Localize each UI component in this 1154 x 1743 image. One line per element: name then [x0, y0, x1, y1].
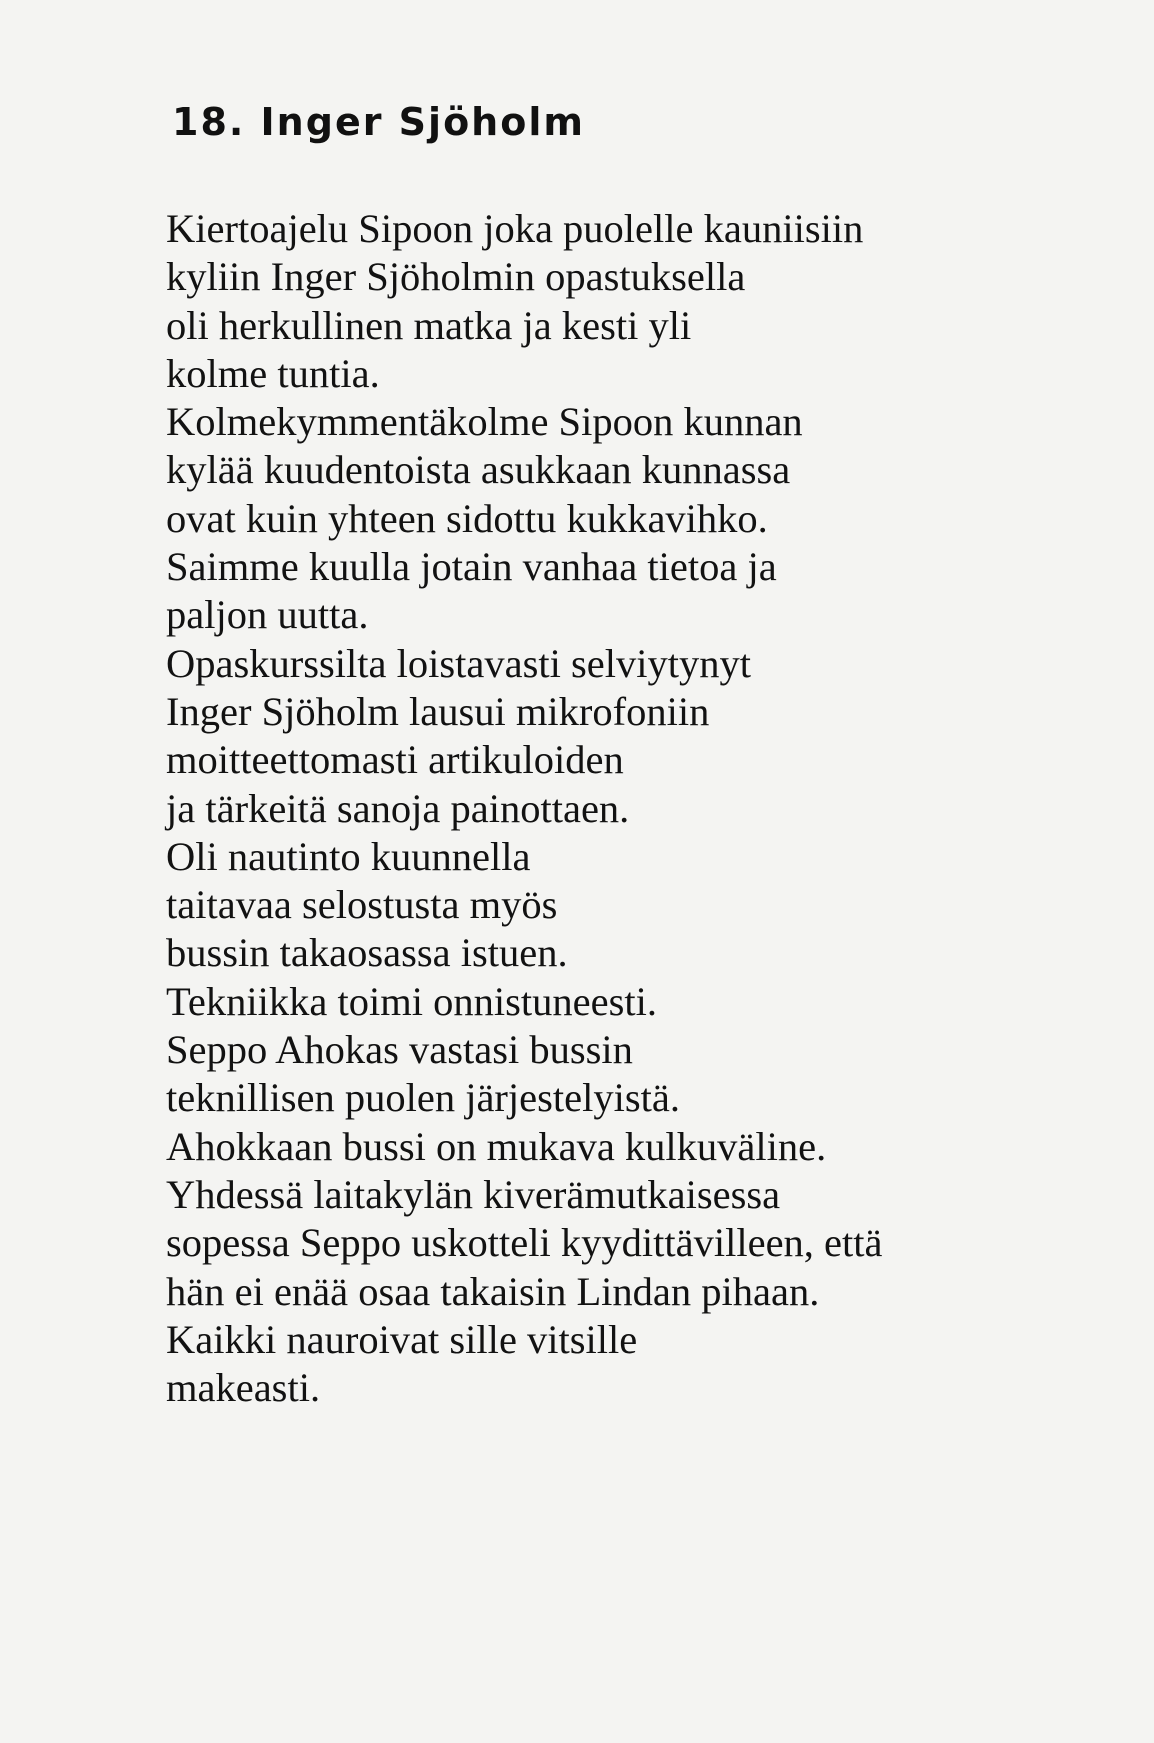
poem-line: oli herkullinen matka ja kesti yli: [166, 302, 692, 348]
poem-line: makeasti.: [166, 1365, 321, 1411]
poem-line: Inger Sjöholm lausui mikrofoniin: [166, 688, 710, 734]
poem-line: Oli nautinto kuunnella: [166, 833, 531, 879]
poem-line: paljon uutta.: [166, 592, 369, 638]
poem-line: taitavaa selostusta myös: [166, 882, 558, 928]
poem-line: ovat kuin yhteen sidottu kukkavihko.: [166, 495, 768, 541]
poem-line: bussin takaosassa istuen.: [166, 930, 568, 976]
poem-line: teknillisen puolen järjestelyistä.: [166, 1075, 681, 1121]
poem-line: Yhdessä laitakylän kiverämutkaisessa: [166, 1171, 781, 1217]
poem-line: kyliin Inger Sjöholmin opastuksella: [166, 254, 746, 300]
poem-line: Tekniikka toimi onnistuneesti.: [166, 978, 657, 1024]
poem-line: Kaikki nauroivat sille vitsille: [166, 1316, 638, 1362]
poem-line: Ahokkaan bussi on mukava kulkuväline.: [166, 1123, 827, 1169]
poem-line: hän ei enää osaa takaisin Lindan pihaan.: [166, 1268, 820, 1314]
poem-line: Seppo Ahokas vastasi bussin: [166, 1027, 633, 1073]
poem-line: Kolmekymmentäkolme Sipoon kunnan: [166, 399, 803, 445]
poem-line: Saimme kuulla jotain vanhaa tietoa ja: [166, 544, 777, 590]
page-title: 18. Inger Sjöholm: [172, 100, 585, 144]
poem-line: kolme tuntia.: [166, 350, 380, 396]
poem-line: ja tärkeitä sanoja painottaen.: [166, 785, 630, 831]
poem-line: Opaskurssilta loistavasti selviytynyt: [166, 640, 751, 686]
poem-line: sopessa Seppo uskotteli kyydittävilleen, että: [166, 1220, 883, 1266]
poem-line: Kiertoajelu Sipoon joka puolelle kauniisiin: [166, 206, 864, 251]
poem-line: kylää kuudentoista asukkaan kunnassa: [166, 447, 791, 493]
poem-body: [166, 205, 1066, 1412]
poem-line: moitteettomasti artikuloiden: [166, 737, 624, 783]
